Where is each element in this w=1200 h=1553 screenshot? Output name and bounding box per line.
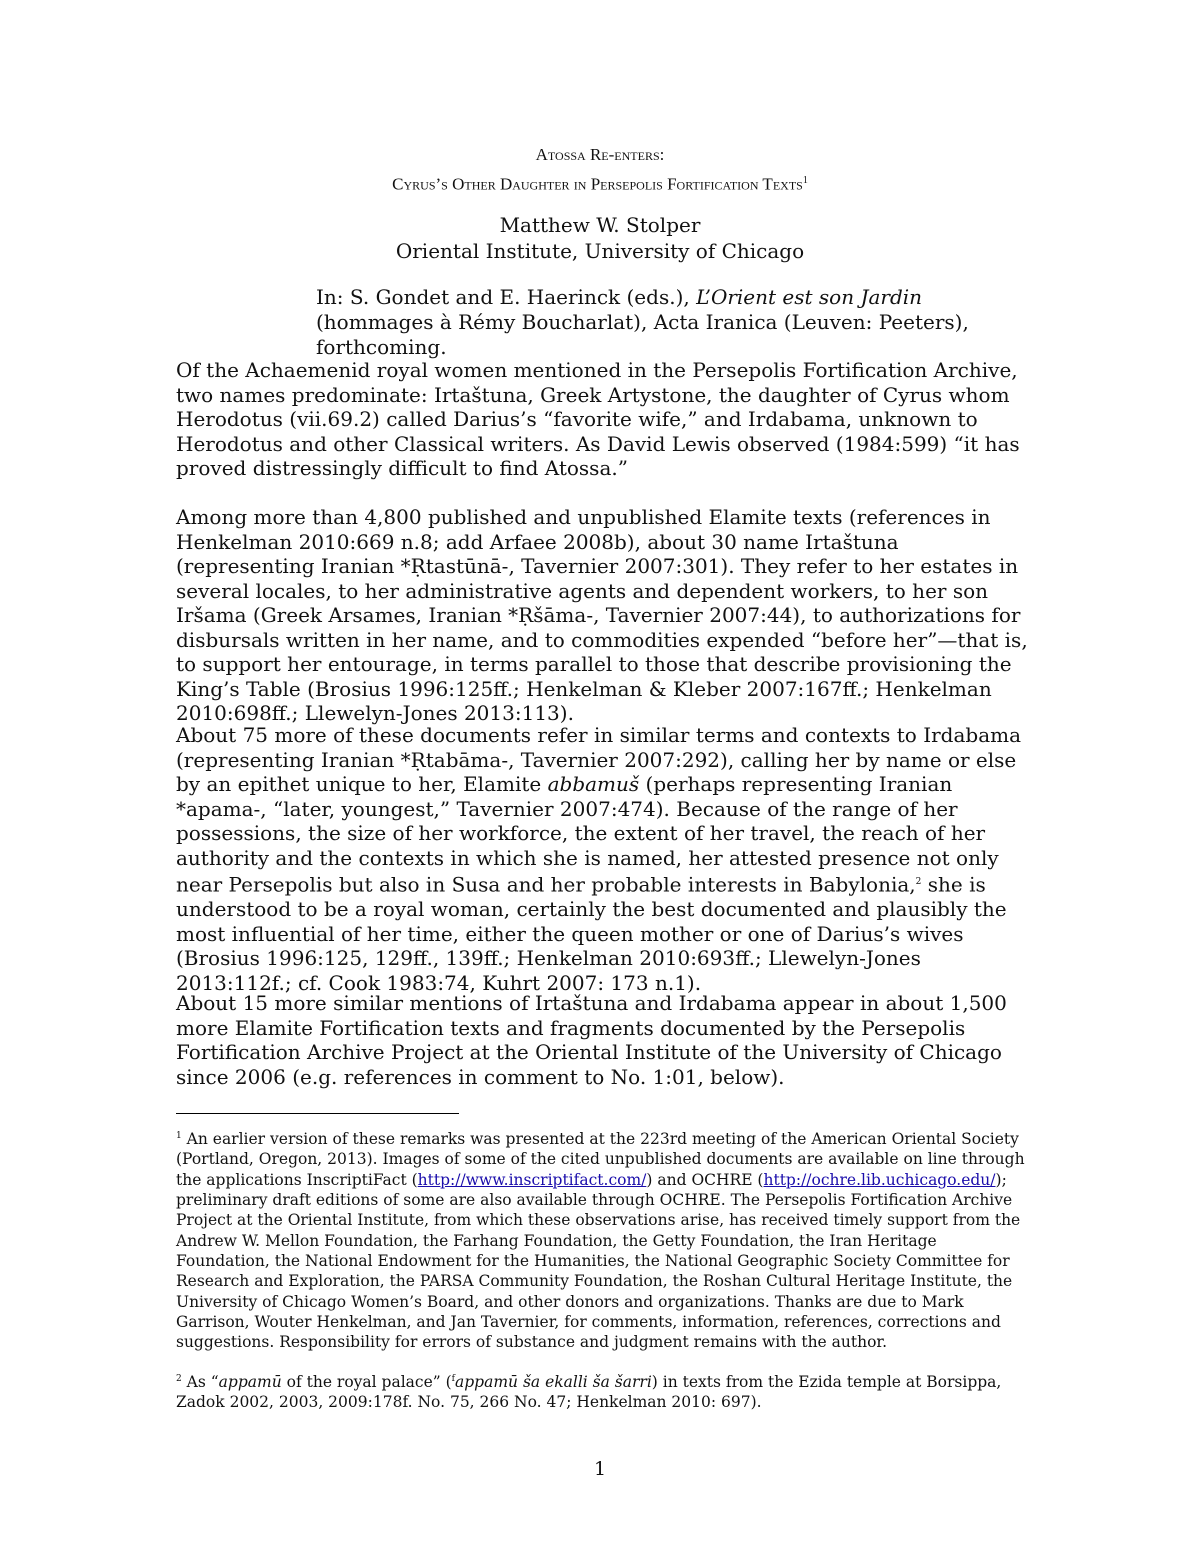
author-name: Matthew W. Stolper	[499, 213, 701, 237]
footnote-2-text-b: of the royal palace” (	[281, 1373, 452, 1392]
paragraph-3-text-a: About 75 more of these documents refer in similar terms and contexts to Irdabama (representing Iranian *Ṛtabāma-, Tavernier 2007:292), calling her by name or else by an epithet unique to her, Elamite	[176, 723, 1022, 796]
footnote-1-text-a: An earlier version of these remarks was presented at the 223rd meeting of the American Oriental Society (Portland, Oregon, 2013). Images of some of the cited unpublished documents are available on line through the applications InscriptiFact (	[176, 1130, 1025, 1189]
paragraph-3-text-b: (perhaps representing Iranian *apama-, “later, youngest,” Tavernier 2007:474). Because of the range of her possessions, the size of her workforce, the extent of her travel, the reach of her authority and the contexts in which she is named, her attested presence not only near Persepolis but also in Susa and her probable interests in Babylonia,	[176, 772, 999, 897]
footnote-1-text-c: ); preliminary draft editions of some are also available through OCHRE. The Persepolis Fortification Archive Project at the Oriental Institute, from which these observations arise, has received timely support from the Andrew W. Mellon Foundation, the Farhang Foundation, the Getty Foundation, the Iran Heritage Foundation, the National Endowment for the Humanities, the National Geographic Society Committee for Research and Exploration, the PARSA Community Foundation, the Roshan Cultural Heritage Institute, the University of Chicago Women’s Board, and other donors and organizations. Thanks are due to Mark Garrison, Wouter Henkelman, and Jan Tavernier, for comments, information, references, corrections and suggestions. Responsibility for errors of substance and judgment remains with the author.	[176, 1170, 1021, 1352]
title-line-2	[0, 168, 1200, 198]
footnote-separator	[176, 1113, 459, 1114]
footnote-2-text-c: ) in texts from the Ezida temple at Borsippa, Zadok 2002, 2003, 2009:178f. No. 75, 266 No. 47; Henkelman 2010: 697).	[176, 1373, 1002, 1412]
paper-title	[0, 142, 1200, 198]
page-number: 1	[593, 1458, 607, 1480]
citation-suffix: (hommages à Rémy Boucharlat), Acta Iranica (Leuven: Peeters), forthcoming.	[316, 310, 969, 359]
footnote-2	[176, 1369, 1032, 1413]
title-line-1: Atossa Re-enters:	[535, 145, 665, 164]
title-footnote-mark[interactable]: 1	[802, 175, 808, 186]
footnote-2-italic-2: appamū ša ekalli ša šarri	[455, 1373, 652, 1392]
footnote-1	[176, 1126, 1032, 1352]
inscriptifact-link[interactable]: http://www.inscriptifact.com/	[417, 1170, 647, 1189]
body-paragraph-4: About 15 more similar mentions of Irtaštuna and Irdabama appear in about 1,500 more Elamite Fortification texts and fragments documented by the Persepolis Fortification Archive Project at the Oriental Institute of the University of Chicago since 2006 (e.g. references in comment to No. 1:01, below).	[176, 991, 1007, 1089]
footnote-2-text-a: As “	[181, 1373, 219, 1392]
footnote-1-mark: 1	[176, 1131, 182, 1141]
footnote-2-mark: 2	[176, 1374, 182, 1384]
citation-prefix: In: S. Gondet and E. Haerinck (eds.),	[316, 285, 697, 309]
footnote-2-italic-1: appamū	[218, 1373, 282, 1392]
body-paragraph-1: Of the Achaemenid royal women mentioned in the Persepolis Fortification Archive, two names predominate: Irtaštuna, Greek Artystone, the daughter of Cyrus whom Herodotus (vii.69.2) called Darius’s “favorite wife,” and Irdabama, unknown to Herodotus and other Classical writers. As David Lewis observed (1984:599) “it has proved distressingly difficult to find Atossa.”	[176, 358, 1020, 480]
footnote-2-reference[interactable]: 2	[915, 877, 922, 887]
body-paragraph-2: Among more than 4,800 published and unpublished Elamite texts (references in Henkelman 2010:669 n.8; add Arfaee 2008b), about 30 name Irtaštuna (representing Iranian *Ṛtastūnā-, Tavernier 2007:301). They refer to her estates in several locales, to her administrative agents and dependent workers, to her son Iršama (Greek Arsames, Iranian *Ṛšāma-, Tavernier 2007:44), to authorizations for disbursals written in her name, and to commodities expended “before her”—that is, to support her entourage, in terms parallel to those that describe provisioning the King’s Table (Brosius 1996:125ff.; Henkelman & Kleber 2007:167ff.; Henkelman 2010:698ff.; Llewelyn-Jones 2013:113).	[176, 505, 1028, 725]
footnote-1-text-b: ) and OCHRE (	[646, 1170, 764, 1189]
citation-book-title: L’Orient est son Jardin	[696, 285, 923, 309]
footnote-2-determinative: f	[451, 1374, 456, 1384]
publication-citation	[316, 285, 1036, 360]
ochre-link[interactable]: http://ochre.lib.uchicago.edu/	[763, 1170, 996, 1189]
author-block	[0, 212, 1200, 264]
body-paragraph-3	[176, 723, 1032, 995]
paragraph-3-italic-term: abbamuš	[547, 772, 640, 796]
author-affiliation: Oriental Institute, University of Chicago	[395, 239, 805, 263]
title-line-2-text: Cyrus’s Other Daughter in Persepolis Fortification Texts	[392, 174, 803, 194]
paragraph-3-text-c: she is understood to be a royal woman, certainly the best documented and plausibly the most influential of her time, either the queen mother or one of Darius’s wives (Brosius 1996:125, 129ff., 139ff.; Henkelman 2010:693ff.; Llewelyn-Jones 2013:112f.; cf. Cook 1983:74, Kuhrt 2007: 173 n.1).	[176, 872, 1007, 995]
